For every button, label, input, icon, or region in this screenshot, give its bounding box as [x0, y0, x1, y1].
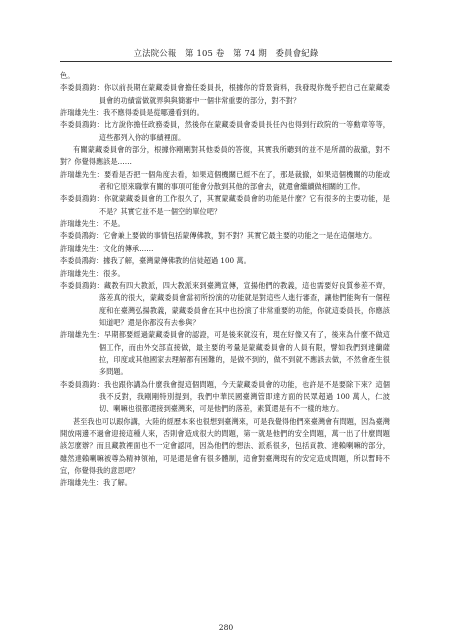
- transcript-paragraph: 李委員鴻鈞：你以前長期在蒙藏委員會擔任委員長，根據你的背景資料，我發現你幾乎把自己在蒙藏委員會的功績當做就界與與簡審中一個非常重要的部分，對不對？: [60, 83, 390, 105]
- transcript-body: [60, 70, 390, 490]
- transcript-paragraph: 甚至我也可以跟你講，大陸的經歷本來也很想到臺灣來，可是我覺得他們來臺灣會有問題，因為臺灣開放兩邊不過會迎接這種人來，否則會造成很大的問題，第一就是他們的安全問題，萬一出了什麼問題該怎麼辦？而且藏教裡面也不一定會認同，因為他們的想法、派系很多，包括貢教、達賴喇嘛的部分，雖然達賴喇嘛被尊為精神領袖，可是還是會有很多體制，這會對臺灣現有的安定造成問題，所以暫時不宜，你覺得我的意思吧？: [60, 416, 390, 475]
- transcript-paragraph: 許瑞雄先生：不是。: [60, 219, 125, 229]
- page-number: 280: [218, 623, 234, 632]
- transcript-paragraph: 李委員鴻鈞：它會兼上要做的事情包括蒙傳佛教，對不對？其實它最主要的功能之一是在這個地方。: [60, 231, 377, 241]
- transcript-paragraph: 李委員鴻鈞：比方說你擔任政務委員，然後你在蒙藏委員會委員長任內也得到行政院的一等勳章等等，這些都列入你的事績裡面。: [60, 120, 390, 142]
- transcript-paragraph: 許瑞雄先生：要看是否把一個角度去看，如果這個機關已經不在了，那是裁撤，如果這個機關的功能或者和它原來職掌有關的事項可能會分散到其他的部會去，就還會繼續做相關的工作。: [60, 169, 390, 192]
- transcript-paragraph: 許瑞雄先生：我了解。: [60, 478, 132, 488]
- transcript-paragraph: 許瑞雄先生：我不應得委員是從哪邊看到的。: [60, 108, 204, 118]
- transcript-paragraph: 色。: [60, 71, 75, 80]
- transcript-paragraph: 李委員鴻鈞：藏教有四大教派，四大教派來到臺灣宣傳，宣揚他們的教義，這也需要好良質參差不齊，落差真的很大，蒙藏委員會當初所扮演的功能就是對這些人進行審查，讓他們能夠有一個程度和在臺灣弘揚教義，蒙藏委員會在其中也扮演了非常重要的功能，你就這委員長，你應該知道吧？還是你都沒有去參與？: [60, 280, 390, 327]
- header-rule: [60, 61, 392, 62]
- transcript-paragraph: 許瑞雄先生：早期都要經過蒙藏委員會的認證，可是後來就沒有，現在好像又有了，後來為什麼不做這個工作，而由外交部直接做，最主要的考量是蒙藏委員會的人員有限，譬如我們到達蘭薩拉，印度或其他國家去理解都有困難的，是做不到的，做不到就不應該去做，不然會產生很多問題。: [60, 330, 390, 377]
- page-header: 立法院公報 第 105 卷 第 74 期 委員會紀錄: [133, 48, 319, 58]
- transcript-paragraph: 有關蒙藏委員會的部分，根據你剛剛對其他委員的答復，其實我所聽到的並不是所謂的裁撤，對不對？你覺得應該是……: [60, 145, 390, 167]
- transcript-paragraph: 許瑞雄先生：很多。: [60, 268, 125, 278]
- transcript-paragraph: 許瑞雄先生：文化的傳承……: [60, 243, 154, 253]
- transcript-paragraph: 李委員鴻鈞：我也跟你講為什麼我會提這個問題，今天蒙藏委員會的功能，也許是不是要除下來？這個我不反對，我剛剛特別提到，我們中華民國臺灣管即達方面的民眾超過 100 萬人，仁波切、喇嘛也很都還接到臺灣來，可是他們的落差，素質還是有不一樣的地方。: [60, 379, 390, 414]
- transcript-paragraph: 李委員鴻鈞：你就蒙藏委員會的工作很久了，其實蒙藏委員會的功能是什麼？它有很多的主要功能，是不是？其實它並不是一個空的單位吧？: [60, 194, 390, 216]
- transcript-paragraph: 李委員鴻鈞：據我了解，臺灣蒙傳佛教的信徒超過 100 萬。: [60, 256, 251, 266]
